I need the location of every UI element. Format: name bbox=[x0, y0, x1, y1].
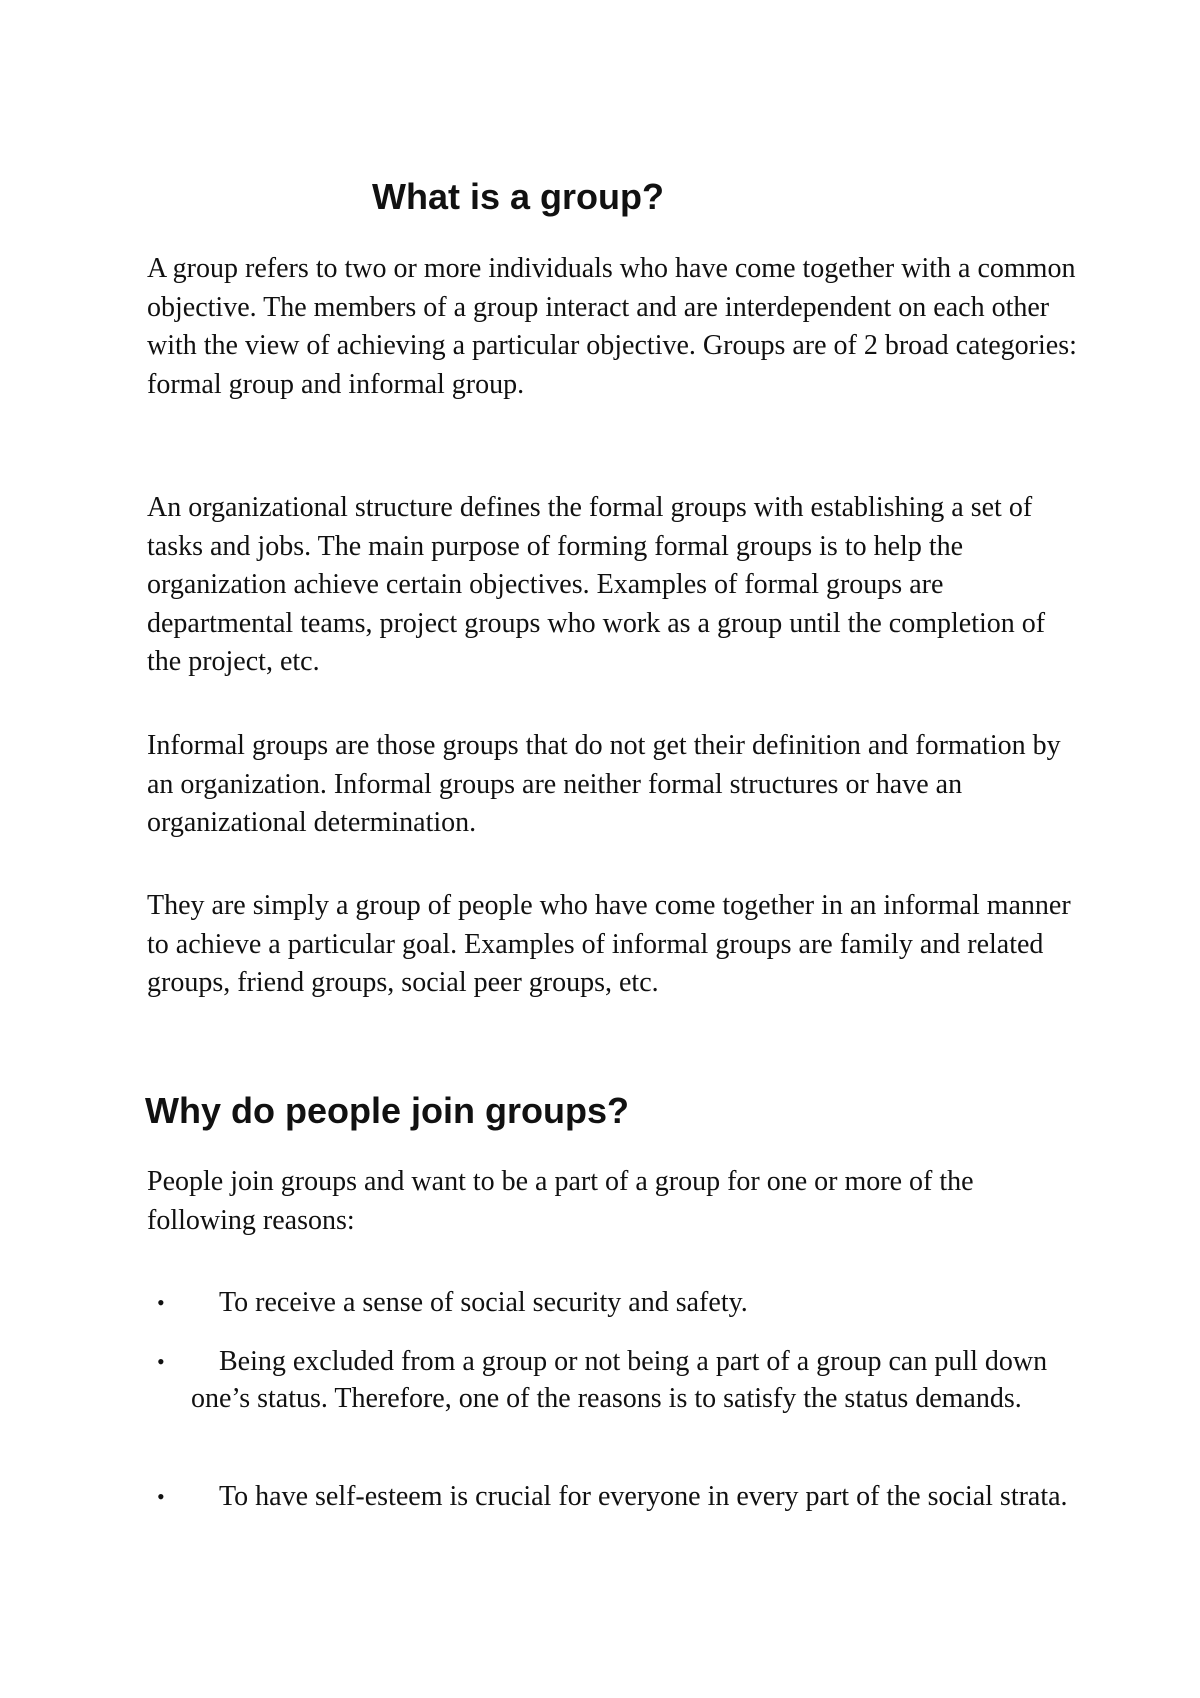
paragraph-informal-groups: Informal groups are those groups that do not get their definition and formation by an organization. Informal groups are neither formal structures or have an organizational determination. bbox=[147, 730, 1061, 838]
list-item bbox=[147, 1343, 1077, 1417]
bullet-icon: • bbox=[157, 1349, 165, 1374]
list-item-text: Being excluded from a group or not being a part of a group can pull down one’s status. Therefore, one of the reasons is to satisfy the status demands. bbox=[191, 1346, 1048, 1414]
list-item bbox=[147, 1284, 1077, 1321]
paragraph-group-definition: A group refers to two or more individuals who have come together with a common objective. The members of a group interact and are interdependent on each other with the view of achieving a particular objective. Groups are of 2 broad categories: formal group and informal group. bbox=[147, 253, 1077, 400]
heading-what-is-a-group: What is a group? bbox=[372, 176, 664, 217]
paragraph-reasons-intro: People join groups and want to be a part of a group for one or more of the following reasons: bbox=[147, 1166, 974, 1236]
list-item bbox=[147, 1478, 1077, 1515]
bullet-icon: • bbox=[157, 1290, 165, 1315]
list-item-text: To receive a sense of social security and safety. bbox=[219, 1287, 748, 1318]
list-item-text: To have self-esteem is crucial for everyone in every part of the social strata. bbox=[219, 1481, 1068, 1512]
paragraph-formal-groups: An organizational structure defines the formal groups with establishing a set of tasks and jobs. The main purpose of forming formal groups is to help the organization achieve certain objectives. Examples of formal groups are departmental teams, project groups who work as a group until the completion of the project, etc. bbox=[147, 492, 1046, 677]
paragraph-informal-examples: They are simply a group of people who have come together in an informal manner to achieve a particular goal. Examples of informal groups are family and related groups, friend groups, social peer groups, etc. bbox=[147, 890, 1071, 998]
heading-why-join-groups: Why do people join groups? bbox=[145, 1090, 629, 1131]
bullet-icon: • bbox=[157, 1484, 165, 1509]
